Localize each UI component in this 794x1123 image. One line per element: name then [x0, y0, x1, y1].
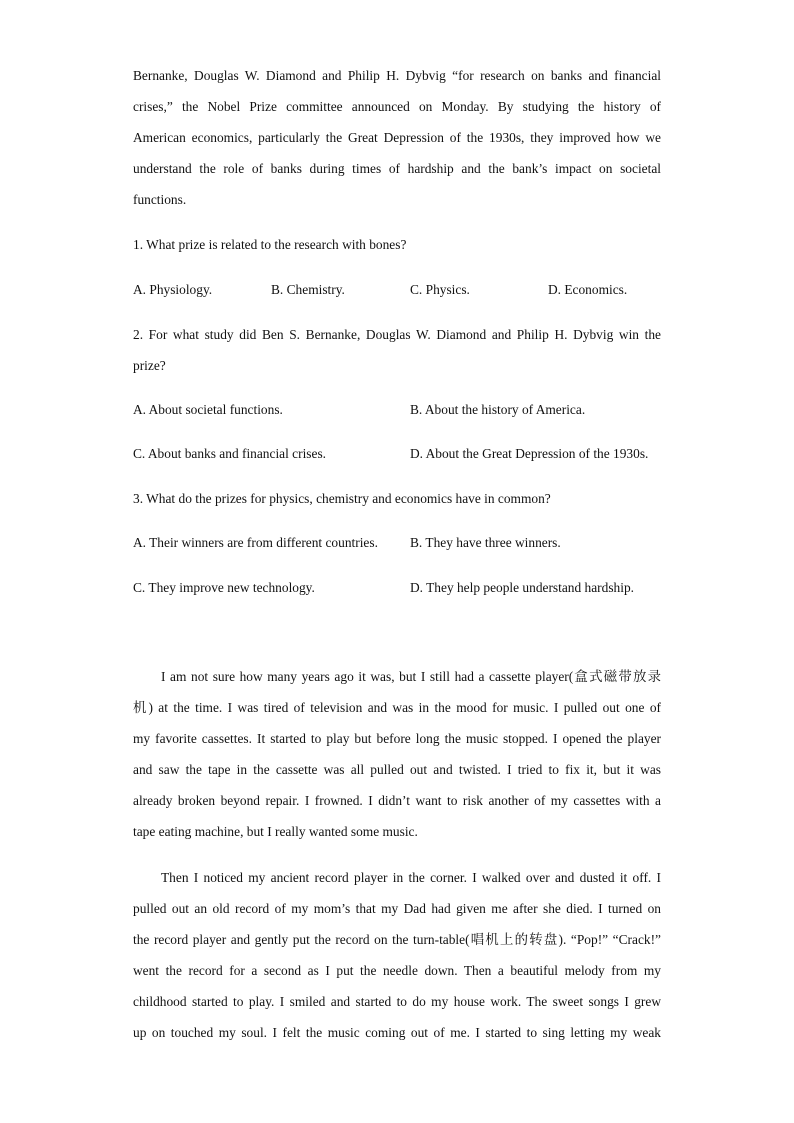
passage2-para1-line: my favorite cassettes. It started to play but before long the music stopped. I opened the player [133, 731, 661, 746]
passage1-paragraph [133, 60, 661, 215]
passage2-para1-line: already broken beyond repair. I frowned. I didn’t want to risk another of my cassettes with a [133, 793, 661, 808]
passage2-paragraph-1 [133, 661, 661, 847]
passage2-para2-line: the record player and gently put the record on the turn-table(唱机上的转盘). “Pop!” “Crack!” [133, 932, 661, 947]
question-2-option-d: D. About the Great Depression of the 1930s. [410, 446, 649, 461]
question-2-option-a: A. About societal functions. [133, 402, 283, 417]
passage2-para2-line: pulled out an old record of my mom’s that my Dad had given me after she died. I turned on [133, 901, 661, 916]
question-2-stem-line: prize? [133, 358, 166, 373]
passage2-paragraph-2 [133, 862, 661, 1048]
question-1-option-a: A. Physiology. [133, 282, 213, 297]
question-3-stem: 3. What do the prizes for physics, chemistry and economics have in common? [133, 491, 551, 506]
question-3-option-a: A. Their winners are from different countries. [133, 535, 378, 550]
question-2-option-c: C. About banks and financial crises. [133, 446, 327, 461]
passage1-line: Bernanke, Douglas W. Diamond and Philip H. Dybvig “for research on banks and financial [133, 68, 661, 83]
passage2-para2-line: up on touched my soul. I felt the music coming out of me. I started to sing letting my weak [133, 1025, 661, 1040]
question-1-stem: 1. What prize is related to the research with bones? [133, 237, 407, 252]
passage2-para2-line: Then I noticed my ancient record player in the corner. I walked over and dusted it off. I [161, 870, 661, 885]
passage2-para1-line: I am not sure how many years ago it was, but I still had a cassette player(盒式磁带放录 [161, 669, 661, 684]
question-2-stem-line: 2. For what study did Ben S. Bernanke, Douglas W. Diamond and Philip H. Dybvig win the [133, 327, 661, 342]
question-1-option-c: C. Physics. [410, 282, 470, 297]
passage2-para1-line: tape eating machine, but I really wanted some music. [133, 824, 418, 839]
passage1-line: crises,” the Nobel Prize committee announced on Monday. By studying the history of [133, 99, 661, 114]
question-3-option-d: D. They help people understand hardship. [410, 580, 634, 595]
passage1-line: functions. [133, 192, 187, 207]
question-1-option-b: B. Chemistry. [271, 282, 345, 297]
passage1-line: understand the role of banks during times of hardship and the bank’s impact on societal [133, 161, 661, 176]
passage2-para1-line: 机) at the time. I was tired of television and was in the mood for music. I pulled out one of [133, 700, 661, 715]
question-3-option-b: B. They have three winners. [410, 535, 561, 550]
question-3-option-c: C. They improve new technology. [133, 580, 315, 595]
question-2-stem [133, 319, 661, 381]
question-2-option-b: B. About the history of America. [410, 402, 586, 417]
passage1-line: American economics, particularly the Great Depression of the 1930s, they improved how we [133, 130, 661, 145]
question-1-option-d: D. Economics. [548, 282, 628, 297]
passage2-para2-line: went the record for a second as I put the needle down. Then a beautiful melody from my [133, 963, 661, 978]
passage2-para1-line: and saw the tape in the cassette was all pulled out and twisted. I tried to fix it, but it was [133, 762, 661, 777]
passage2-para2-line: childhood started to play. I smiled and started to do my house work. The sweet songs I grew [133, 994, 661, 1009]
